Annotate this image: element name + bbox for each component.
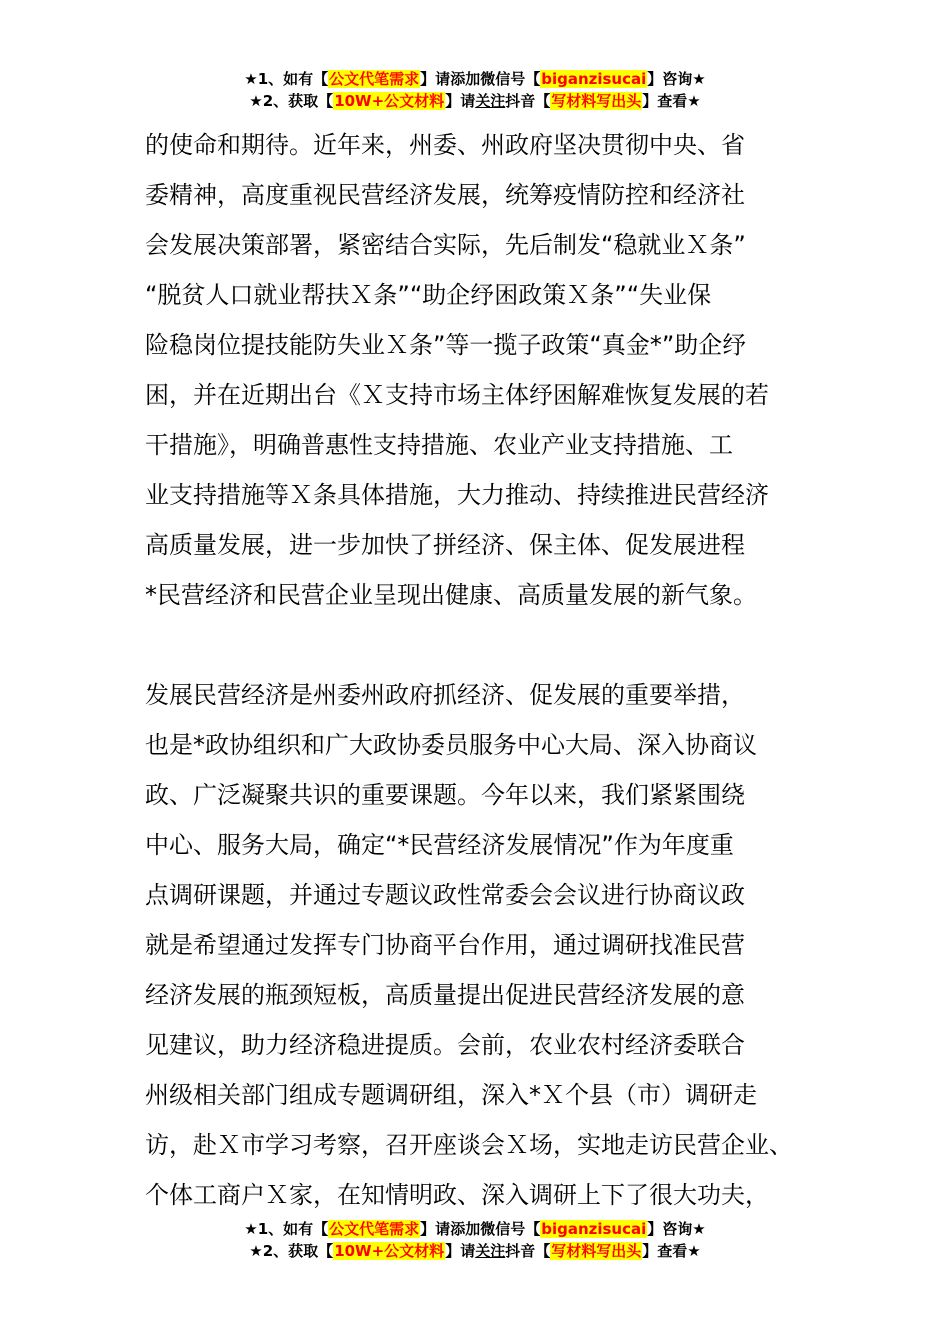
- text-line: 中心、服务大局，确定“*民营经济发展情况”作为年度重: [145, 831, 734, 859]
- text-line: *民营经济和民营企业呈现出健康、高质量发展的新气象。: [145, 581, 757, 609]
- banner-text: 】查看★: [642, 92, 701, 110]
- banner-text: ★1、如有【: [244, 70, 329, 88]
- text-line: 高质量发展，进一步加快了拼经济、保主体、促发展进程: [145, 531, 745, 559]
- banner-text: ★1、如有【: [244, 1220, 329, 1238]
- banner-text: 抖音【: [505, 1242, 551, 1260]
- banner-text: 添加: [450, 1220, 481, 1238]
- paragraph-1: [145, 120, 815, 620]
- highlight-service: 公文代笔需求: [329, 70, 420, 88]
- text-line: 业支持措施等Ｘ条具体措施，大力推动、持续推进民营经济: [145, 481, 769, 509]
- banner-line-2: [0, 1240, 950, 1262]
- highlight-wechat-id: biganzisucai: [541, 1220, 647, 1238]
- text-line: “脱贫人口就业帮扶Ｘ条”“助企纾困政策Ｘ条”“失业保: [145, 281, 712, 309]
- text-line: 访，赴Ｘ市学习考察，召开座谈会Ｘ场，实地走访民营企业、: [145, 1131, 793, 1159]
- text-line: 就是希望通过发挥专门协商平台作用，通过调研找准民营: [145, 931, 745, 959]
- banner-line-1: [0, 1218, 950, 1240]
- highlight-materials: 10W+公文材料: [334, 1242, 445, 1260]
- banner-text: 】请: [420, 1220, 451, 1238]
- text-line: 点调研课题，并通过专题议政性常委会会议进行协商议政: [145, 881, 745, 909]
- banner-text: 】查看★: [642, 1242, 701, 1260]
- banner-text: 】请: [420, 70, 451, 88]
- banner-text: ★2、获取【: [249, 1242, 334, 1260]
- text-line: 委精神，高度重视民营经济发展，统筹疫情防控和经济社: [145, 181, 745, 209]
- banner-line-1: [0, 68, 950, 90]
- text-line: 干措施》，明确普惠性支持措施、农业产业支持措施、工: [145, 431, 733, 459]
- text-line: 州级相关部门组成专题调研组，深入*Ｘ个县（市）调研走: [145, 1081, 757, 1109]
- banner-text: 关注: [475, 92, 506, 110]
- text-line: 见建议，助力经济稳进提质。会前，农业农村经济委联合: [145, 1031, 745, 1059]
- highlight-douyin: 写材料写出头: [551, 92, 642, 110]
- text-line: 政、广泛凝聚共识的重要课题。今年以来，我们紧紧围绕: [145, 781, 745, 809]
- text-line: 个体工商户Ｘ家，在知情明政、深入调研上下了很大功夫，: [145, 1181, 769, 1209]
- banner-text: 微信号【: [480, 70, 541, 88]
- banner-text: 】请: [445, 1242, 476, 1260]
- highlight-materials: 10W+公文材料: [334, 92, 445, 110]
- banner-text: 】咨询★: [647, 1220, 706, 1238]
- text-line: 会发展决策部署，紧密结合实际，先后制发“稳就业Ｘ条”: [145, 231, 746, 259]
- highlight-service: 公文代笔需求: [329, 1220, 420, 1238]
- highlight-wechat-id: biganzisucai: [541, 70, 647, 88]
- banner-text: 】咨询★: [647, 70, 706, 88]
- banner-text: ★2、获取【: [249, 92, 334, 110]
- footer-banner: [0, 1218, 950, 1262]
- text-line: 经济发展的瓶颈短板，高质量提出促进民营经济发展的意: [145, 981, 745, 1009]
- text-line: 困，并在近期出台《Ｘ支持市场主体纾困解难恢复发展的若: [145, 381, 769, 409]
- text-line: 的使命和期待。近年来，州委、州政府坚决贯彻中央、省: [145, 131, 745, 159]
- highlight-douyin: 写材料写出头: [551, 1242, 642, 1260]
- banner-text: 关注: [475, 1242, 506, 1260]
- banner-text: 抖音【: [505, 92, 551, 110]
- banner-text: 添加: [450, 70, 481, 88]
- text-line: 险稳岗位提技能防失业Ｘ条”等一揽子政策“真金*”助企纾: [145, 331, 747, 359]
- text-line: 也是*政协组织和广大政协委员服务中心大局、深入协商议: [145, 731, 757, 759]
- text-line: 发展民营经济是州委州政府抓经济、促发展的重要举措，: [145, 681, 745, 709]
- banner-text: 】请: [445, 92, 476, 110]
- banner-text: 微信号【: [480, 1220, 541, 1238]
- header-banner: [0, 68, 950, 112]
- banner-line-2: [0, 90, 950, 112]
- paragraph-2: [145, 670, 815, 1220]
